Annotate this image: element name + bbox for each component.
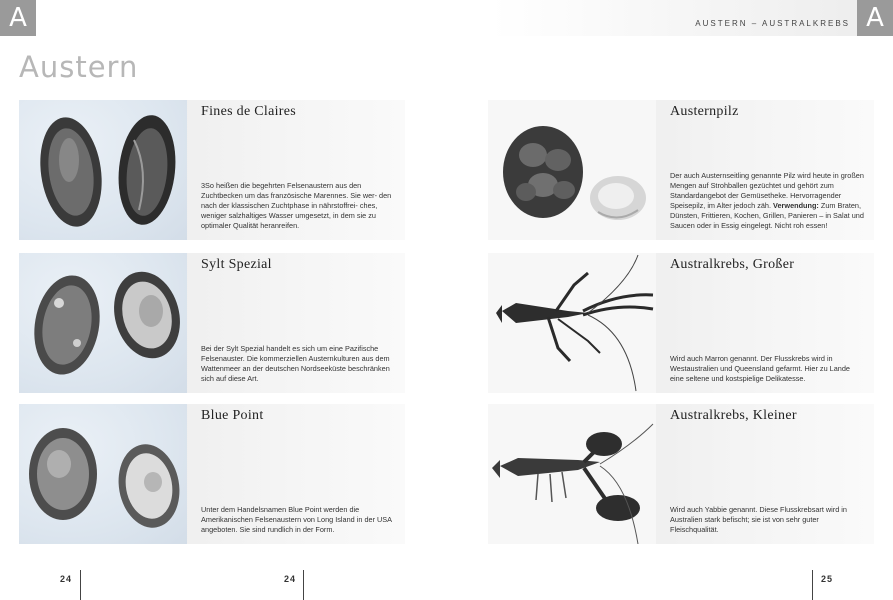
section-title: Austern: [19, 50, 139, 84]
folio-rule: [812, 570, 813, 600]
card-title: Austernpilz: [670, 104, 739, 119]
page-number-left-inner: 24: [284, 574, 297, 584]
card-title: Blue Point: [201, 408, 264, 423]
card-text: Der auch Austernseitling genannte Pilz wird heute in großen Mengen auf Strohballen gezüchtet und gehört zum Standardangebot der Gemüsetheke. Hervorragender Speisepilz, im Alter jedoch zäh. Verwendung: Zum Braten, Dünsten, Frittieren, Kochen, Grillen, Panieren – in Salat und Saucen oder in Essig eingelegt. Nicht roh essen!: [670, 171, 864, 230]
folio-rule: [303, 570, 304, 600]
oyster-photo: [19, 253, 187, 393]
crayfish-photo: [488, 404, 656, 544]
oyster-photo: [19, 100, 187, 240]
page-number-left: 24: [60, 574, 73, 584]
card-blue-point: [19, 404, 405, 544]
card-fines-de-claires: [19, 100, 405, 240]
use-label: Verwendung:: [773, 201, 819, 210]
header-band: [0, 0, 893, 36]
folio-rule: [80, 570, 81, 600]
card-text: Wird auch Marron genannt. Der Flusskrebs wird in Westaustralien und Queensland gefarmt. Hier zu Lande eine seltene und kostspielige Delikatesse.: [670, 354, 850, 383]
mushroom-photo: [488, 100, 656, 240]
card-title: Australkrebs, Großer: [670, 257, 795, 272]
card-sylt-spezial: [19, 253, 405, 393]
card-title: Fines de Claires: [201, 104, 297, 119]
card-title: Australkrebs, Kleiner: [670, 408, 797, 423]
card-austernpilz: [488, 100, 874, 240]
card-text: Bei der Sylt Spezial handelt es sich um eine Pazifische Felsenauster. Die kommerziellen Austernkulturen aus dem Wattenmeer an der deutschen Nordseeküste beschränken sich auf diese Art.: [201, 344, 390, 383]
card-australkrebs-kleiner: [488, 404, 874, 544]
running-head: AUSTERN – AUSTRALKREBS: [695, 19, 850, 28]
page-number-right: 25: [821, 574, 834, 584]
card-australkrebs-grosser: [488, 253, 874, 393]
card-text: 3So heißen die begehrten Felsenaustern aus den Zuchtbecken um das französische Marennes. Sie wer- den nach der klassischen Zuchtphase in nährstoffrei- ches, weniger salzhaltiges Wasser umgesetzt, in dem sie zu optimaler Qualität heranreifen.: [201, 181, 392, 230]
oyster-photo: [19, 404, 187, 544]
thumb-tab-left: A: [0, 0, 36, 36]
thumb-tab-right: A: [857, 0, 893, 36]
crayfish-photo: [488, 253, 656, 393]
card-text: Unter dem Handelsnamen Blue Point werden die Amerikanischen Felsenaustern von Long Island in der USA angeboten. Sie sind rundlich in der Form.: [201, 505, 392, 534]
card-text: Wird auch Yabbie genannt. Diese Flusskrebsart wird in Australien stark befischt; sie ist von sehr guter Fleischqualität.: [670, 505, 847, 534]
card-title: Sylt Spezial: [201, 257, 272, 272]
